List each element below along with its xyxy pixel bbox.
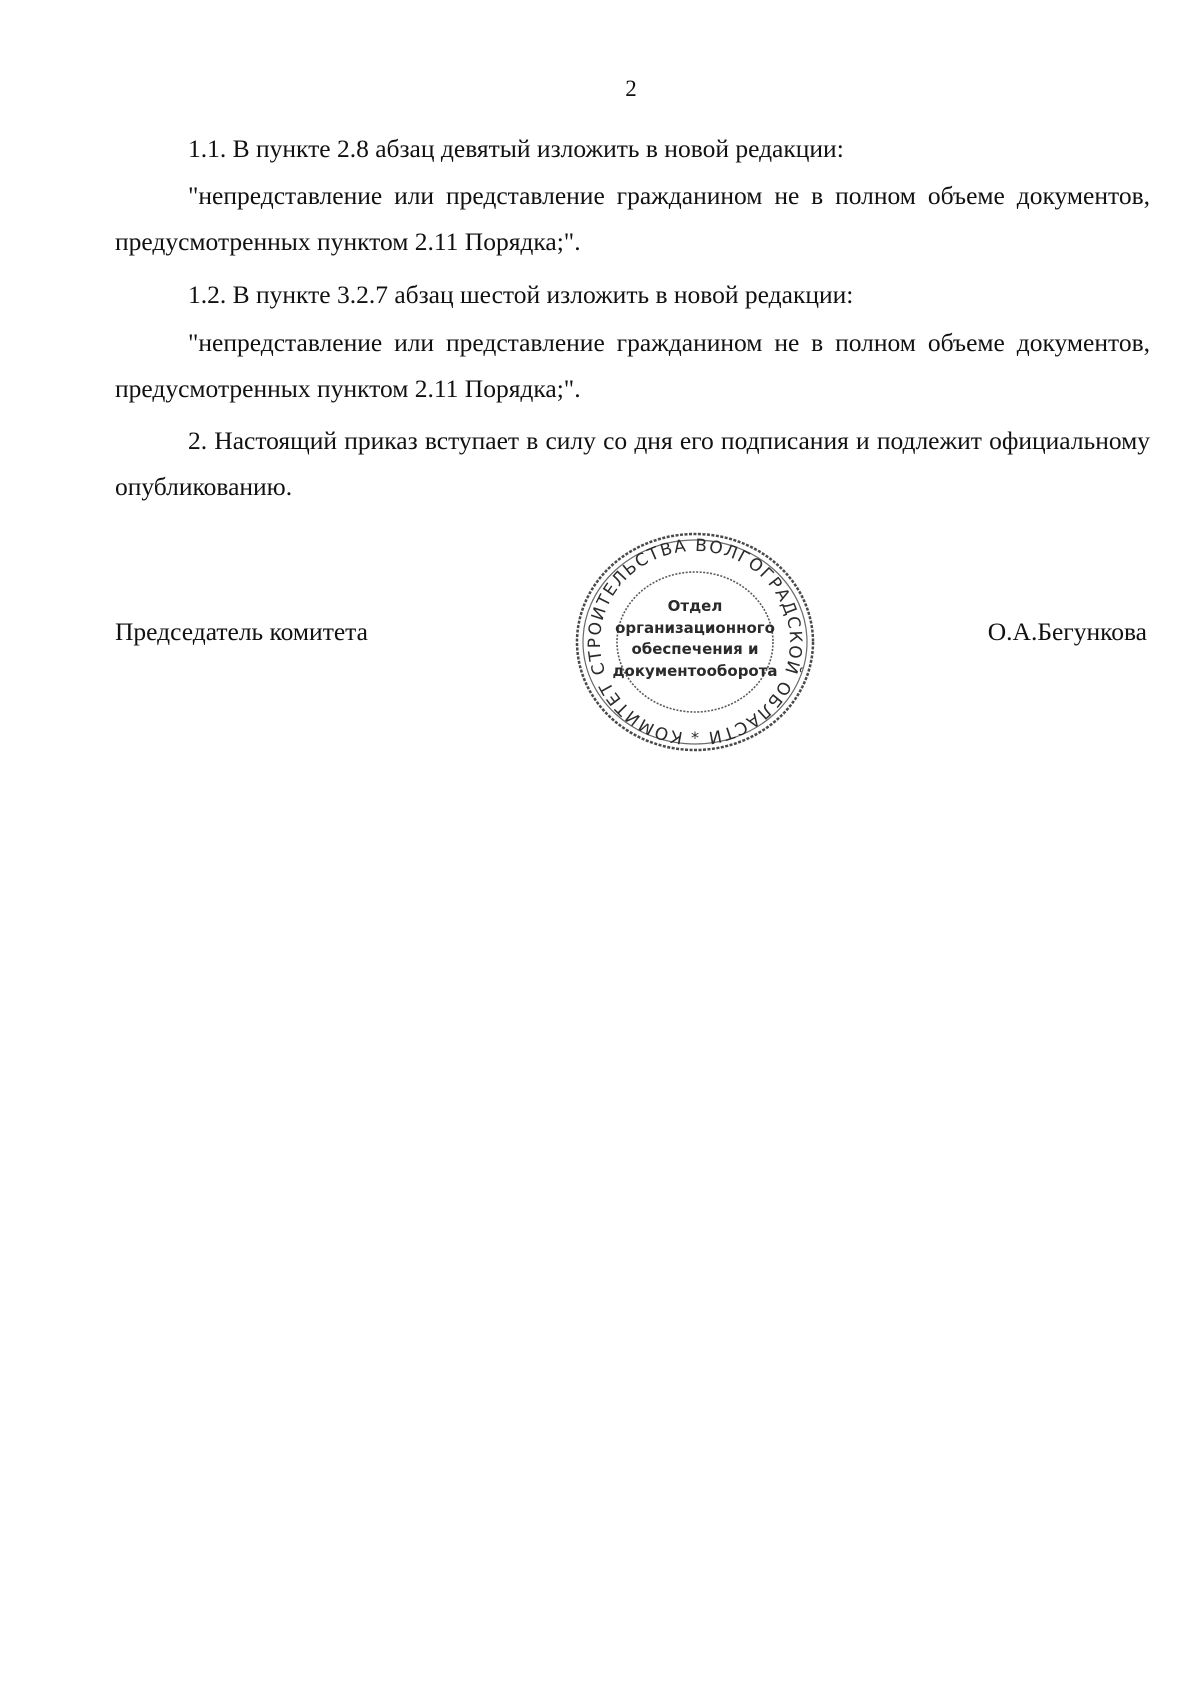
paragraph-1-2-text: "непредставление или представление гражданином не в полном объеме документов, предусмотренных пунктом 2.11 Порядка;". [115, 328, 1150, 403]
signatory-name: О.А.Бегункова [987, 617, 1147, 646]
signatory-title: Председатель комитета [115, 617, 368, 646]
official-stamp [572, 527, 818, 755]
stamp-line-4: документооборота [612, 662, 778, 680]
paragraph-1-1: 1.1. В пункте 2.8 абзац девятый изложить в новой редакции: [188, 134, 844, 163]
stamp-star: * [691, 728, 699, 747]
stamp-line-1: Отдел [667, 597, 723, 615]
stamp-line-2: организационного [615, 619, 775, 637]
paragraph-1-2: 1.2. В пункте 3.2.7 абзац шестой изложить в новой редакции: [188, 280, 854, 309]
stamp-line-3: обеспечения и [631, 640, 759, 658]
page-number: 2 [625, 76, 637, 101]
paragraph-1-1-text: "непредставление или представление гражданином не в полном объеме документов, предусмотренных пунктом 2.11 Порядка;". [115, 181, 1150, 256]
paragraph-2: 2. Настоящий приказ вступает в силу со дня его подписания и подлежит официальному опубликованию. [115, 426, 1150, 501]
stamp-ring-text: КОМИТЕТ СТРОИТЕЛЬСТВА ВОЛГОГРАДСКОЙ ОБЛАСТИ [584, 535, 806, 748]
